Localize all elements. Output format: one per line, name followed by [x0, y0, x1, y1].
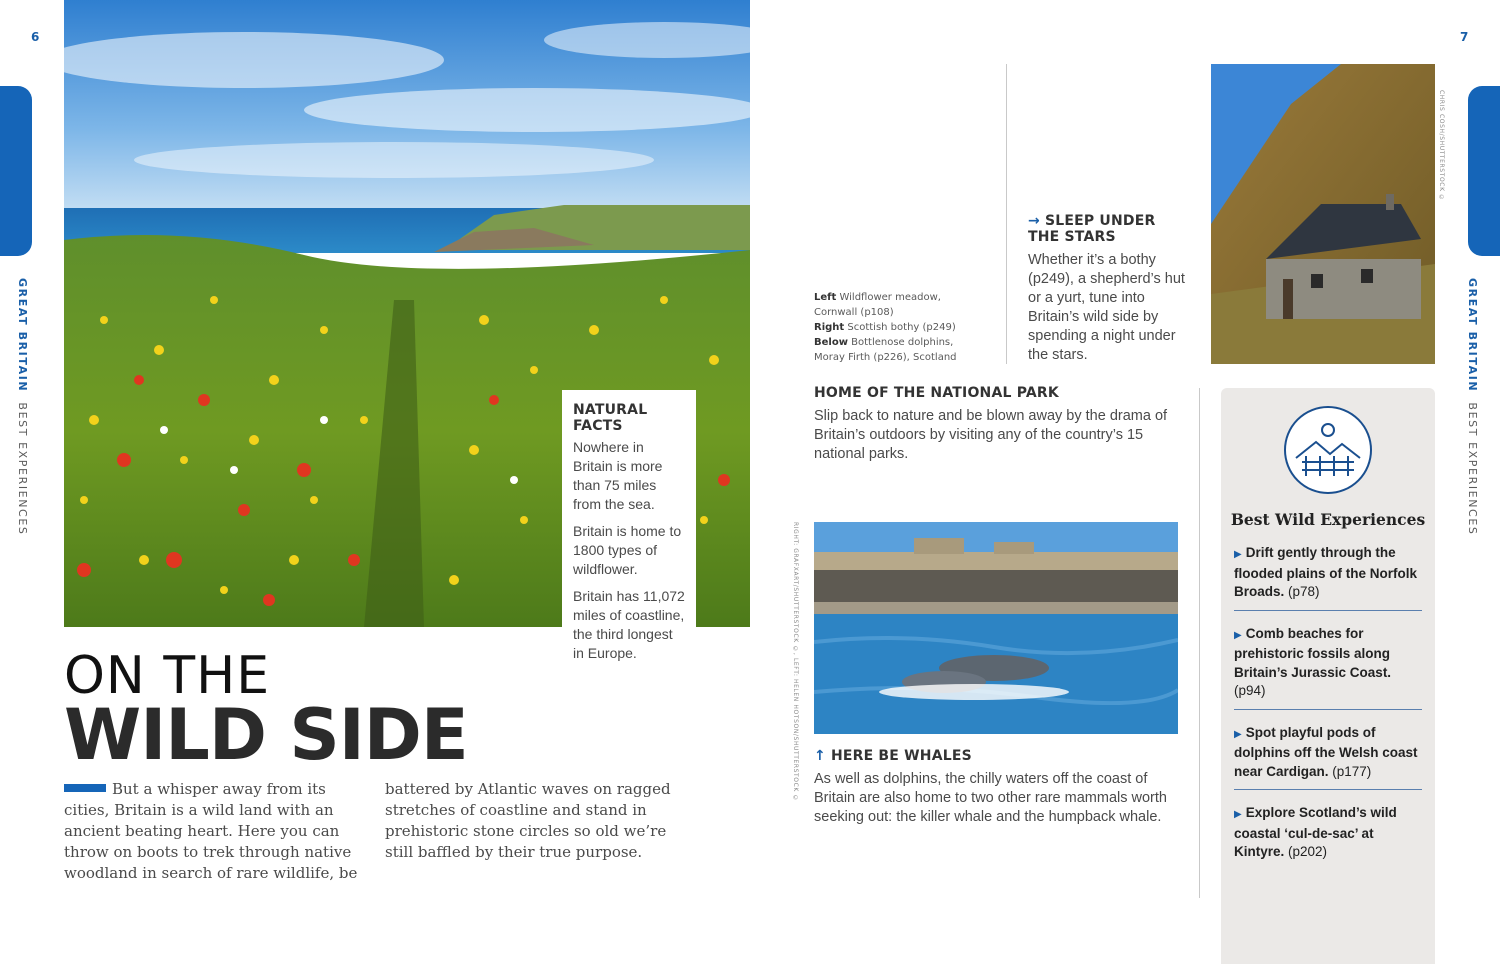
caption-item: Below Bottlenose dolphins, Moray Firth (p226), Scotland [814, 337, 957, 363]
section-tab-right [1468, 86, 1500, 256]
headline-line-2: WILD SIDE [64, 694, 468, 776]
running-head-secondary: BEST EXPERIENCES [1466, 402, 1479, 536]
intro-text-1: But a whisper away from its cities, Britain is a wild land with an ancient beating heart. Here you can throw on boots to trek through native woodland in search of rare wildlife, be [64, 780, 358, 882]
running-head-primary: GREAT BRITAIN [16, 278, 29, 393]
national-park-section [814, 385, 1174, 464]
whales-text: As well as dolphins, the chilly waters off the coast of Britain are also home to two other rare mammals worth seeking out: the killer whale and the humpback whale. [814, 771, 1167, 825]
photo-credit-dolphins: RIGHT: GRAFXART/SHUTTERSTOCK ©, LEFT: HELEN HOTSON/SHUTTERSTOCK © [792, 522, 799, 803]
triangle-bullet-icon: ▶ [1234, 809, 1242, 820]
column-divider [1199, 388, 1200, 898]
column-divider [1006, 64, 1007, 364]
sleep-text: Whether it’s a bothy (p249), a shepherd’s hut or a yurt, tune into Britain’s wild side by spending a night under the stars. [1028, 252, 1185, 363]
panel-title: Best Wild Experiences [1230, 510, 1426, 529]
page-number-right: 7 [1460, 30, 1469, 44]
national-park-title: HOME OF THE NATIONAL PARK [814, 385, 1059, 401]
running-head-left [16, 278, 29, 535]
dolphins-photo [814, 522, 1178, 734]
best-wild-experiences-panel [1221, 388, 1435, 964]
photo-captions [814, 290, 984, 365]
intro-accent-bar [64, 784, 106, 792]
intro-column-1 [64, 779, 364, 884]
page-number-left: 6 [31, 30, 40, 44]
caption-item: Right Scottish bothy (p249) [814, 322, 956, 333]
scottish-bothy-photo [1211, 64, 1435, 364]
natural-facts-box [562, 390, 696, 680]
sleep-under-stars-section [1028, 213, 1188, 365]
triangle-bullet-icon: ▶ [1234, 728, 1242, 740]
list-item: ▶ Explore Scotland’s wild coastal ‘cul-de-sac’ at Kintyre. (p202) [1234, 805, 1397, 859]
arrow-up-icon: ↑ [814, 748, 826, 764]
list-item: ▶ Spot playful pods of dolphins off the Welsh coast near Cardigan. (p177) [1234, 724, 1422, 791]
section-tab-left [0, 86, 32, 256]
arrow-right-icon: → [1028, 213, 1040, 229]
natural-fact: Nowhere in Britain is more than 75 miles from the sea. [573, 439, 663, 512]
photo-credit-bothy: CHRIS COSH/SHUTTERSTOCK © [1438, 90, 1445, 202]
running-head-primary: GREAT BRITAIN [1466, 278, 1479, 393]
caption-item: Left Wildflower meadow, Cornwall (p108) [814, 292, 941, 318]
experience-list [1234, 544, 1422, 884]
list-item: ▶ Comb beaches for prehistoric fossils along Britain’s Jurassic Coast. (p94) [1234, 625, 1422, 710]
natural-fact: Britain is home to 1800 types of wildflower. [573, 523, 682, 577]
triangle-bullet-icon: ▶ [1234, 549, 1242, 560]
natural-fact: Britain has 11,072 miles of coastline, the third longest in Europe. [573, 588, 685, 661]
natural-facts-title: NATURAL FACTS [573, 402, 648, 434]
running-head-right [1466, 278, 1479, 535]
triangle-bullet-icon: ▶ [1234, 629, 1242, 641]
national-park-text: Slip back to nature and be blown away by the drama of Britain’s outdoors by visiting any of the country’s 15 national parks. [814, 408, 1168, 462]
sleep-title: → SLEEP UNDER THE STARS [1028, 213, 1156, 245]
intro-column-2: battered by Atlantic waves on ragged stretches of coastline and stand in prehistoric stone circles so old we’re still baffled by their true purpose. [385, 780, 671, 861]
whales-title: ↑ HERE BE WHALES [814, 748, 972, 764]
whales-section [814, 748, 1174, 827]
running-head-secondary: BEST EXPERIENCES [16, 402, 29, 536]
list-item: ▶ Drift gently through the flooded plains of the Norfolk Broads. (p78) [1234, 544, 1422, 611]
landscape-fence-icon [1282, 404, 1374, 501]
headline-line-1: ON THE [64, 646, 271, 706]
